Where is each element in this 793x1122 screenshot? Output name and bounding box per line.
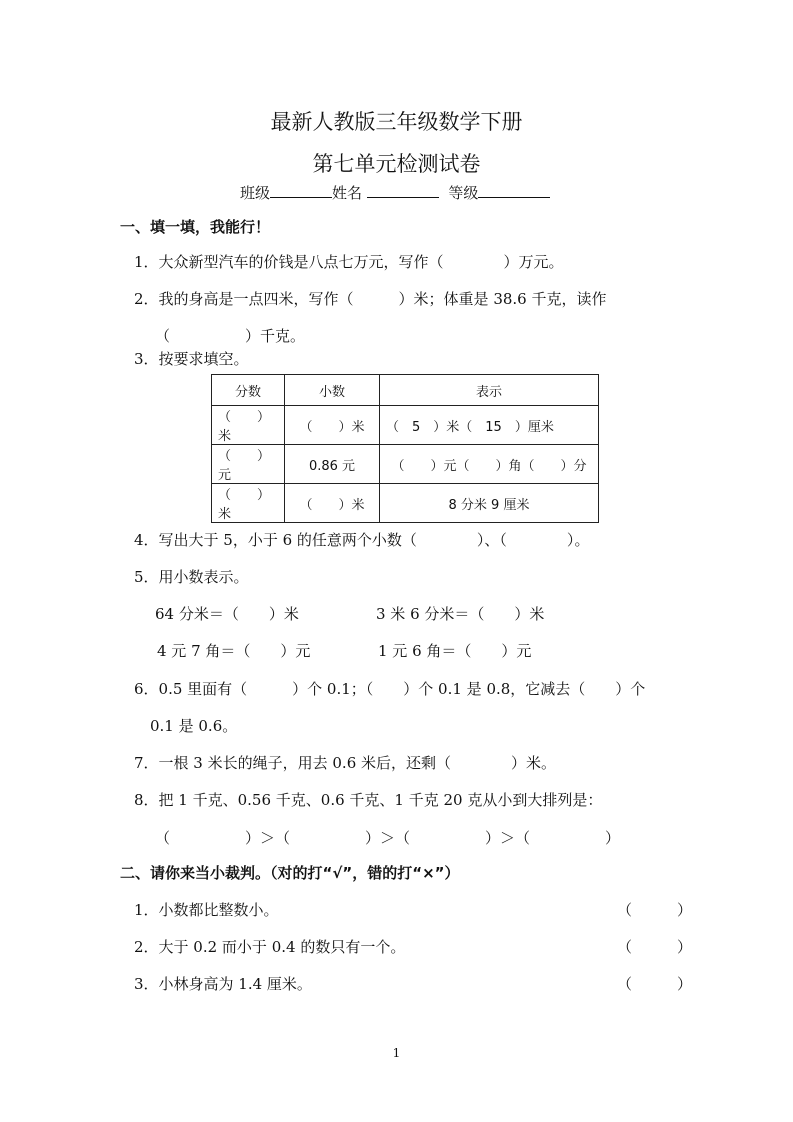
table-cell: （ 5 ）米（ 15 ）厘米 <box>380 406 599 445</box>
table-cell: 8 分米 9 厘米 <box>380 484 599 523</box>
table-cell: （ ）米 <box>212 484 285 523</box>
table-row <box>212 445 599 484</box>
grade-blank[interactable] <box>478 181 550 198</box>
question-2-line-2: （ ）千克。 <box>155 327 306 345</box>
question-2-line-1: 2．我的身高是一点四米，写作（ ）米；体重是 38.6 千克，读作 <box>134 290 607 308</box>
table-header-cell: 表示 <box>380 375 599 406</box>
page-subtitle: 第七单元检测试卷 <box>312 152 481 176</box>
class-blank[interactable] <box>270 181 332 198</box>
page-title: 最新人教版三年级数学下册 <box>270 110 523 134</box>
table-header-cell: 小数 <box>285 375 380 406</box>
name-label: 姓名 <box>332 184 363 202</box>
judge-item-1: 1．小数都比整数小。 <box>134 901 279 919</box>
table-header-cell: 分数 <box>212 375 285 406</box>
question-7: 7．一根 3 米长的绳子，用去 0.6 米后，还剩（ ）米。 <box>134 754 557 772</box>
conversion-table <box>211 374 599 523</box>
table-cell: 0.86 元 <box>285 445 380 484</box>
question-8: 8．把 1 千克、0.56 千克、0.6 千克、1 千克 20 克从小到大排列是： <box>134 791 603 809</box>
judge-answer-box-3[interactable]: （ ） <box>617 975 693 993</box>
judge-answer-box-2[interactable]: （ ） <box>617 938 693 956</box>
question-5: 5．用小数表示。 <box>134 568 249 586</box>
table-row <box>212 484 599 523</box>
question-4: 4．写出大于 5，小于 6 的任意两个小数（ ）、（ ）。 <box>134 531 590 549</box>
question-5-b: 3 米 6 分米＝（ ）米 <box>376 605 545 623</box>
table-cell: （ ）米 <box>285 406 380 445</box>
judge-answer-box-1[interactable]: （ ） <box>617 901 693 919</box>
table-cell: （ ）米 <box>212 406 285 445</box>
page-number: 1 <box>392 1046 401 1060</box>
question-5-c: 4 元 7 角＝（ ）元 <box>157 642 311 660</box>
question-5-d: 1 元 6 角＝（ ）元 <box>378 642 532 660</box>
student-info-line <box>240 181 550 203</box>
question-3: 3．按要求填空。 <box>134 350 249 368</box>
judge-item-3: 3．小林身高为 1.4 厘米。 <box>134 975 312 993</box>
section-2-heading: 二、请你来当小裁判。（对的打“√”，错的打“×”） <box>120 864 460 882</box>
question-8-answer-line: （ ）＞（ ）＞（ ）＞（ ） <box>155 829 621 847</box>
name-blank[interactable] <box>367 181 439 198</box>
question-6-line-2: 0.1 是 0.6。 <box>150 717 238 735</box>
question-5-a: 64 分米＝（ ）米 <box>155 605 299 623</box>
table-cell: （ ）米 <box>285 484 380 523</box>
table-cell: （ ）元（ ）角（ ）分 <box>380 445 599 484</box>
section-1-heading: 一、填一填，我能行！ <box>120 218 271 236</box>
table-cell: （ ）元 <box>212 445 285 484</box>
question-6-line-1: 6．0.5 里面有（ ）个 0.1；（ ）个 0.1 是 0.8，它减去（ ）个 <box>134 680 646 698</box>
question-1: 1．大众新型汽车的价钱是八点七万元，写作（ ）万元。 <box>134 253 564 271</box>
grade-label: 等级 <box>448 184 479 202</box>
table-header-row <box>212 375 599 406</box>
class-label: 班级 <box>240 184 271 202</box>
table-row <box>212 406 599 445</box>
judge-item-2: 2．大于 0.2 而小于 0.4 的数只有一个。 <box>134 938 406 956</box>
